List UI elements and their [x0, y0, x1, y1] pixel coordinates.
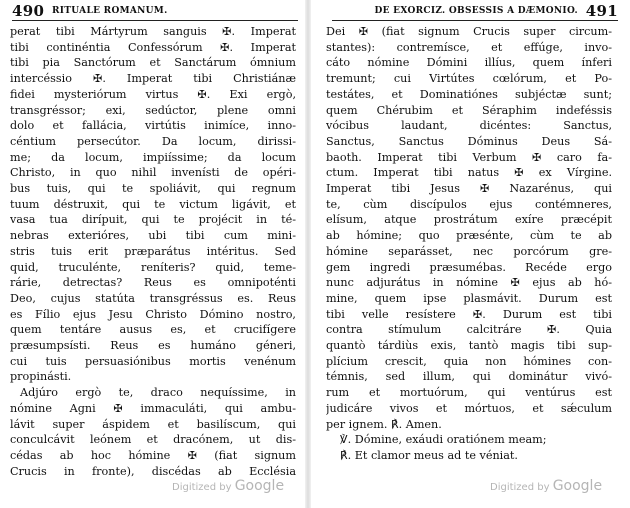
- text-line: es Fílio ejus Jesu Christo Dómino nostro,: [10, 307, 296, 321]
- left-page-text: [10, 24, 296, 479]
- watermark-prefix: Digitized by: [172, 482, 232, 493]
- right-page-header: [332, 4, 618, 21]
- text-line: tremunt; cui Virtútes cœlórum, et Po-: [326, 72, 612, 86]
- text-line: cédas ab hoc hómine ✠ (fiat signum: [10, 448, 296, 462]
- text-line: mine, quem ipse plasmávit. Durum est: [326, 291, 612, 305]
- page-number: 490: [12, 2, 45, 20]
- text-line: stris tuis erit præparátus intéritus. Sed: [10, 244, 296, 258]
- text-line: nunc adjurátus in nómine ✠ ejus ab hó-: [326, 276, 612, 290]
- text-line: baoth. Imperat tibi Verbum ✠ caro fa-: [326, 150, 612, 164]
- text-line: quem tentáre ausus es, et crucifígere: [10, 323, 296, 337]
- text-line: tibi velle resístere ✠. Durum est tibi: [326, 307, 612, 321]
- text-line: transgréssor; exi, sedúctor, plene omni: [10, 103, 296, 117]
- text-line: hómine separásset, nec porcórum gre-: [326, 244, 612, 258]
- text-line: vasa tua dirípuit, qui te projécit in té-: [10, 213, 296, 227]
- text-line: præsumpsísti. Reus es humáno géneri,: [10, 339, 296, 353]
- text-line: ab hómine; quo præsénte, cùm te ab: [326, 229, 612, 243]
- text-line: nómine Agni ✠ immaculáti, qui ambu-: [10, 401, 296, 415]
- text-line: stantes): contremísce, et effúge, invo-: [326, 40, 612, 54]
- text-line: tuum déstruxit, qui te victum ligávit, et: [10, 197, 296, 211]
- text-line: plícium crescit, quia non hómines con-: [326, 354, 612, 368]
- text-line: vócibus laudant, dicéntes: Sanctus,: [326, 119, 612, 133]
- left-page: [0, 0, 300, 508]
- text-line: judicáre vivos et mórtuos, et sǽculum: [326, 401, 612, 415]
- response: ℟. Et clamor meus ad te véniat.: [340, 448, 518, 462]
- text-line: rum et mortuórum, qui ventúrus est: [326, 386, 612, 400]
- text-line: lávit super áspidem et basilíscum, qui: [10, 417, 296, 431]
- text-line: per ignem. ℟. Amen.: [326, 417, 442, 431]
- text-line: elísum, atque prostrátum exíre præcépit: [326, 213, 612, 227]
- text-line: tibi pia Sanctórum et Sanctárum ómnium: [10, 56, 296, 70]
- running-title: DE EXORCIZ. OBSESSIS A DÆMONIO.: [374, 6, 578, 16]
- text-line: Imperat tibi Jesus ✠ Nazarénus, qui: [326, 182, 612, 196]
- text-line: quem Chérubim et Séraphim indeféssis: [326, 103, 612, 117]
- page-number: 491: [585, 2, 618, 20]
- text-line: ctum. Imperat tibi natus ✠ ex Vírgine.: [326, 166, 612, 180]
- text-line: intercéssio ✠. Imperat tibi Christiánæ: [10, 72, 296, 86]
- text-line: céntium persecútor. Da locum, dirissi-: [10, 134, 296, 148]
- text-line: témnis, sed illum, qui dominátur vivó-: [326, 370, 612, 384]
- right-page: [318, 0, 618, 508]
- text-line: Adjúro ergò te, draco nequíssime, in: [20, 386, 296, 400]
- text-line: conculcávit leónem et dracónem, ut dis-: [10, 433, 296, 447]
- text-line: quid, truculénte, reníteris? quid, teme-: [10, 260, 296, 274]
- text-line: bus tuis, qui te spoliávit, qui regnum: [10, 182, 296, 196]
- running-title: RITUALE ROMANUM.: [52, 6, 168, 16]
- google-watermark: [172, 478, 284, 494]
- text-line: perat tibi Mártyrum sanguis ✠. Imperat: [10, 25, 296, 38]
- text-line: testátes, et Dominatiónes subjéctæ sunt;: [326, 87, 612, 101]
- text-line: Crucis in fronte), discédas ab Ecclésia: [10, 464, 296, 478]
- watermark-prefix: Digitized by: [490, 482, 550, 493]
- text-line: Dei ✠ (fiat signum Crucis super circum-: [326, 25, 612, 38]
- text-line: gem ingredi præsumébas. Recéde ergo: [326, 260, 612, 274]
- versicle: ℣. Dómine, exáudi oratiónem meam;: [340, 433, 547, 447]
- text-line: propinásti.: [10, 370, 72, 384]
- text-line: cui tuis persuasiónibus mortis venénum: [10, 354, 296, 368]
- text-line: cáto nómine Dómini illíus, quem ínferi: [326, 56, 612, 70]
- right-page-text: [326, 24, 612, 464]
- text-line: rárie, detrectas? Reus es omnipoténti: [10, 276, 296, 290]
- text-line: contra stímulum calcitráre ✠. Quia: [326, 323, 612, 337]
- text-line: nebras exterióres, ubi tibi cum mini-: [10, 229, 296, 243]
- text-line: me; da locum, impiíssime; da locum: [10, 150, 296, 164]
- book-gutter: [305, 0, 311, 508]
- google-logo: Google: [234, 478, 285, 494]
- left-page-header: [12, 4, 298, 21]
- text-line: Christo, in quo nihil invenísti de opéri-: [10, 166, 296, 180]
- text-line: quantò tárdiùs exis, tantò magis tibi sup-: [326, 339, 612, 353]
- text-line: te, cùm discípulos ejus contémneres,: [326, 197, 612, 211]
- text-line: Sanctus, Sanctus Dóminus Deus Sá-: [326, 134, 612, 148]
- google-watermark: [490, 478, 602, 494]
- text-line: tibi continéntia Confessórum ✠. Imperat: [10, 40, 296, 54]
- text-line: fidei mysteriórum virtus ✠. Exi ergò,: [10, 87, 296, 101]
- google-logo: Google: [552, 478, 603, 494]
- text-line: Deo, cujus statúta transgréssus es. Reus: [10, 291, 296, 305]
- text-line: dolo et fallácia, virtútis inimíce, inno-: [10, 119, 296, 133]
